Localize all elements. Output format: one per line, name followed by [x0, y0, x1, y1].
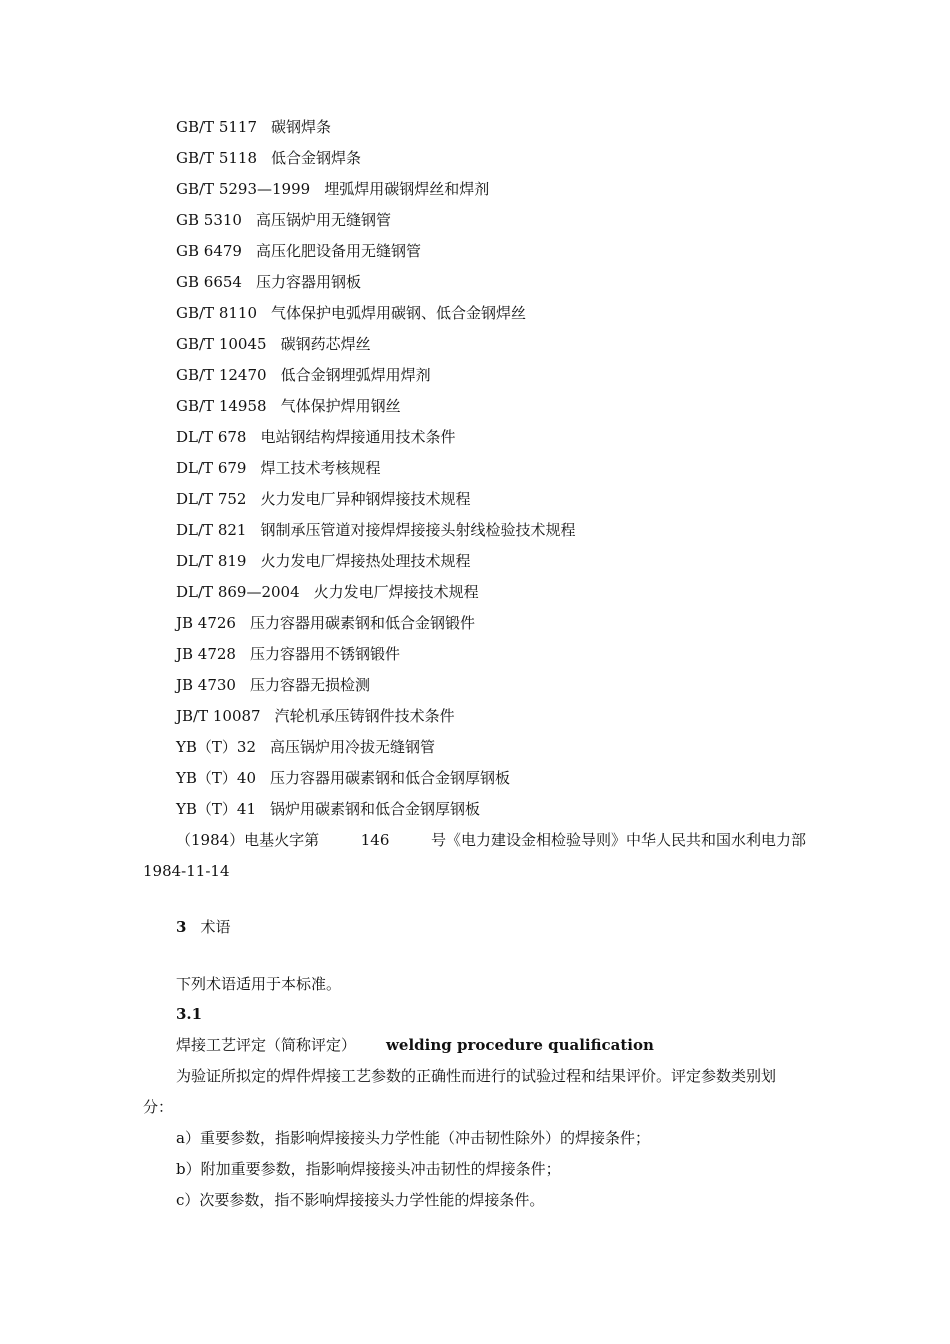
reference-item — [176, 117, 331, 137]
section-number: 3 — [176, 918, 187, 936]
reference-title: 火力发电厂焊接技术规程 — [313, 583, 479, 601]
reference-item — [176, 613, 475, 633]
reference-item — [176, 737, 435, 757]
reference-title: 碳钢焊条 — [271, 118, 332, 136]
special-reference-line2: 1984-11-14 — [143, 862, 230, 880]
reference-item — [176, 427, 455, 447]
reference-code: GB/T 5117 — [176, 118, 258, 136]
reference-title: 高压锅炉用无缝钢管 — [255, 211, 391, 229]
section-title: 术语 — [200, 918, 231, 936]
section-heading — [176, 917, 230, 937]
reference-code: YB（T）32 — [176, 738, 257, 756]
definition-line2: 分： — [143, 1098, 174, 1116]
reference-item — [176, 303, 526, 323]
reference-code: DL/T 752 — [176, 490, 247, 508]
reference-title: 锅炉用碳素钢和低合金钢厚钢板 — [270, 800, 481, 818]
reference-item — [176, 365, 431, 385]
reference-title: 低合金钢埋弧焊用焊剂 — [280, 366, 431, 384]
reference-title: 焊工技术考核规程 — [260, 459, 381, 477]
reference-title: 压力容器无损检测 — [249, 676, 370, 694]
reference-item — [176, 272, 361, 292]
reference-title: 压力容器用不锈钢锻件 — [249, 645, 400, 663]
reference-code: GB/T 5293—1999 — [176, 180, 311, 198]
reference-title: 电站钢结构焊接通用技术条件 — [260, 428, 456, 446]
reference-code: JB 4730 — [176, 676, 236, 694]
reference-code: GB/T 14958 — [176, 397, 267, 415]
list-item: b）附加重要参数，指影响焊接接头冲击韧性的焊接条件； — [176, 1160, 561, 1178]
reference-title: 汽轮机承压铸钢件技术条件 — [274, 707, 455, 725]
reference-code: GB 6479 — [176, 242, 242, 260]
reference-title: 压力容器用碳素钢和低合金钢厚钢板 — [270, 769, 511, 787]
section-intro: 下列术语适用于本标准。 — [176, 975, 342, 993]
reference-title: 埋弧焊用碳钢焊丝和焊剂 — [324, 180, 490, 198]
reference-item — [176, 396, 401, 416]
reference-code: JB 4726 — [176, 614, 236, 632]
reference-code: DL/T 819 — [176, 552, 247, 570]
reference-code: GB/T 8110 — [176, 304, 258, 322]
special-reference-part: （1984）电基火字第 — [176, 831, 320, 849]
reference-title: 火力发电厂异种钢焊接技术规程 — [260, 490, 471, 508]
reference-item — [176, 489, 470, 509]
special-reference-part: 号《电力建设金相检验导则》中华人民共和国水利电力部 — [430, 831, 806, 849]
reference-code: YB（T）41 — [176, 800, 257, 818]
reference-code: JB/T 10087 — [176, 707, 261, 725]
reference-title: 火力发电厂焊接热处理技术规程 — [260, 552, 471, 570]
reference-title: 气体保护焊用钢丝 — [280, 397, 401, 415]
list-item: a）重要参数，指影响焊接接头力学性能（冲击韧性除外）的焊接条件； — [176, 1129, 650, 1147]
reference-code: DL/T 821 — [176, 521, 247, 539]
special-reference-line1 — [176, 830, 806, 850]
reference-code: DL/T 678 — [176, 428, 247, 446]
reference-title: 高压锅炉用冷拔无缝钢管 — [270, 738, 436, 756]
reference-code: DL/T 869—2004 — [176, 583, 300, 601]
special-reference-part: 146 — [360, 831, 390, 849]
reference-item — [176, 334, 371, 354]
reference-item — [176, 582, 479, 602]
reference-title: 高压化肥设备用无缝钢管 — [255, 242, 421, 260]
reference-title: 压力容器用钢板 — [255, 273, 361, 291]
reference-item — [176, 799, 480, 819]
definition-line1: 为验证所拟定的焊件焊接工艺参数的正确性而进行的试验过程和结果评价。评定参数类别划 — [176, 1067, 777, 1085]
reference-item — [176, 706, 455, 726]
reference-code: GB 5310 — [176, 211, 242, 229]
reference-item — [176, 675, 370, 695]
reference-item — [176, 458, 380, 478]
reference-title: 碳钢药芯焊丝 — [280, 335, 371, 353]
reference-item — [176, 644, 400, 664]
subsection-number: 3.1 — [176, 1005, 203, 1023]
reference-item — [176, 148, 361, 168]
reference-title: 低合金钢焊条 — [271, 149, 362, 167]
reference-code: DL/T 679 — [176, 459, 247, 477]
reference-code: GB/T 10045 — [176, 335, 267, 353]
list-item: c）次要参数，指不影响焊接接头力学性能的焊接条件。 — [176, 1191, 545, 1209]
reference-code: GB/T 12470 — [176, 366, 267, 384]
reference-item — [176, 520, 575, 540]
reference-item — [176, 210, 391, 230]
term-heading — [176, 1035, 654, 1055]
reference-item — [176, 551, 470, 571]
reference-code: GB 6654 — [176, 273, 242, 291]
reference-item — [176, 179, 489, 199]
reference-title: 气体保护电弧焊用碳钢、低合金钢焊丝 — [271, 304, 527, 322]
reference-code: JB 4728 — [176, 645, 236, 663]
reference-title: 钢制承压管道对接焊焊接接头射线检验技术规程 — [260, 521, 576, 539]
reference-code: GB/T 5118 — [176, 149, 258, 167]
term-chinese: 焊接工艺评定（简称评定） — [176, 1036, 357, 1054]
reference-item — [176, 768, 510, 788]
reference-item — [176, 241, 421, 261]
reference-title: 压力容器用碳素钢和低合金钢锻件 — [249, 614, 475, 632]
reference-code: YB（T）40 — [176, 769, 257, 787]
term-english: welding procedure qualification — [386, 1036, 654, 1054]
